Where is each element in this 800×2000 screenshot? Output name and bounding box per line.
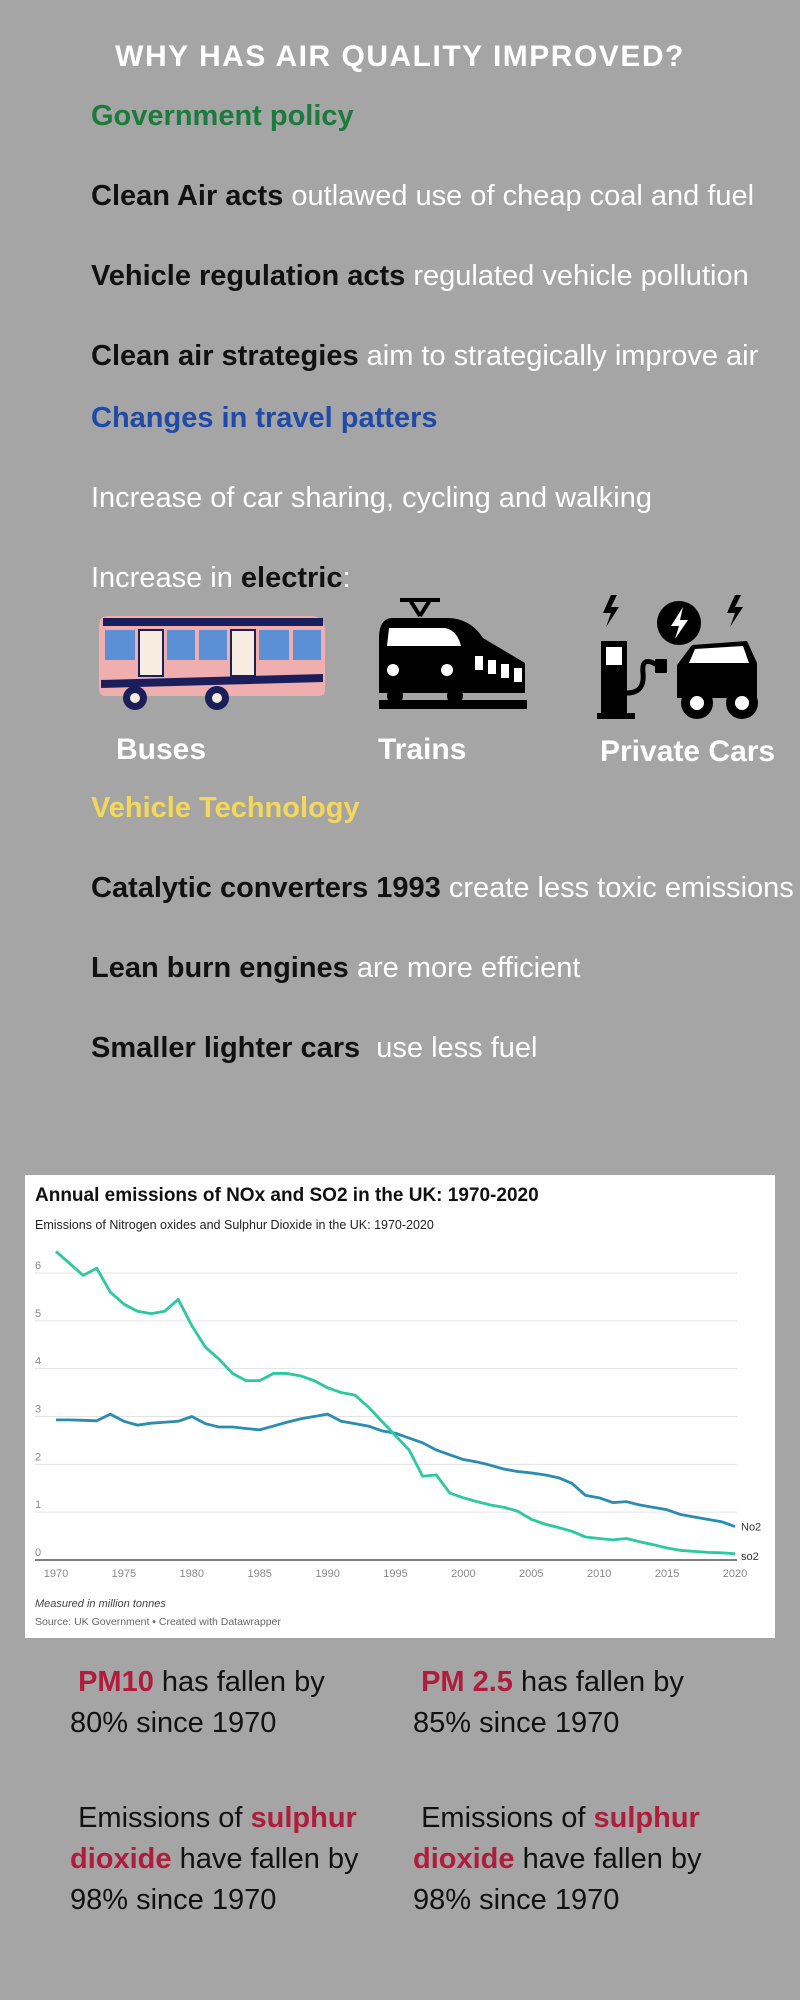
policy-item-bold: Clean Air acts [91,180,284,212]
x-tick-label: 1985 [247,1568,272,1580]
stat-pm25 [413,1662,733,1744]
x-tick-label: 1980 [179,1568,205,1580]
technology-item [91,1032,538,1065]
policy-item-text: regulated vehicle pollution [405,260,749,292]
x-tick-label: 2020 [722,1568,748,1580]
technology-item-bold: Lean burn engines [91,952,349,984]
policy-item-text: aim to strategically improve air [358,340,759,372]
stat-post: have fallen by 98% since 1970 [70,1843,359,1916]
y-tick-label: 6 [35,1260,42,1272]
travel-patterns-heading: Changes in travel patters [91,402,438,434]
y-tick-label: 1 [35,1499,42,1512]
technology-item-bold: Catalytic converters 1993 [91,872,441,904]
government-policy-heading: Government policy [91,100,354,132]
y-tick-label: 3 [35,1403,42,1416]
vehicle-label-private-cars: Private Cars [600,735,776,768]
series-line-no2 [56,1414,735,1526]
technology-item-text: are more efficient [348,952,581,984]
y-tick-label: 4 [35,1355,42,1368]
stat-post: has fallen by 80% since 1970 [70,1666,325,1739]
x-tick-label: 2000 [451,1568,476,1580]
technology-item-text: use less fuel [360,1032,538,1064]
technology-item [91,952,580,985]
bus-icon [95,608,330,713]
stat-pm10 [70,1662,390,1744]
chart-plot [25,1175,775,1638]
technology-item [91,872,794,905]
stat-highlight: sulphur dioxide [413,1802,700,1875]
vehicle-technology-heading: Vehicle Technology [91,792,360,824]
page-title: WHY HAS AIR QUALITY IMPROVED? [115,40,685,73]
vehicle-label-trains: Trains [378,733,467,766]
chart-subtitle: Emissions of Nitrogen oxides and Sulphur Dioxide in the UK: 1970-2020 [35,1218,434,1232]
x-tick-label: 2005 [519,1568,544,1580]
policy-item-bold: Vehicle regulation acts [91,260,406,292]
x-tick-label: 2015 [654,1568,680,1580]
technology-item-bold: Smaller lighter cars [91,1032,361,1064]
electric-suffix: : [342,562,351,594]
x-tick-label: 2010 [586,1568,612,1580]
x-tick-label: 1975 [111,1568,137,1580]
series-line-so2 [56,1251,735,1553]
ev-car-charging-icon [597,593,762,728]
stat-pre: Emissions of [421,1802,594,1834]
policy-item-text: outlawed use of cheap coal and fuel [283,180,755,212]
electric-bold: electric [240,562,343,594]
stat-highlight: PM 2.5 [421,1666,513,1698]
policy-item [91,180,754,213]
stat-sulphur-dioxide [413,1798,733,1921]
series-label: so2 [741,1550,759,1563]
train-icon [375,598,530,720]
stat-post: have fallen by 98% since 1970 [413,1843,702,1916]
y-tick-label: 0 [35,1547,42,1559]
chart-title: Annual emissions of NOx and SO2 in the UK: 1970-2020 [35,1185,539,1206]
chart-source: Source: UK Government • Created with Datawrapper [35,1616,281,1628]
policy-item [91,260,749,293]
electric-line [91,562,351,595]
y-tick-label: 2 [35,1451,42,1464]
policy-item [91,340,758,373]
chart-note: Measured in million tonnes [35,1598,166,1610]
stat-pre: Emissions of [78,1802,251,1834]
stat-highlight: PM10 [78,1666,154,1698]
electric-prefix: Increase in [91,562,241,594]
travel-sharing-text: Increase of car sharing, cycling and walking [91,482,652,514]
technology-item-text: create less toxic emissions [440,872,794,904]
policy-item-bold: Clean air strategies [91,340,359,372]
stat-post: has fallen by 85% since 1970 [413,1666,684,1739]
y-tick-label: 5 [35,1307,42,1320]
x-tick-label: 1995 [383,1568,408,1580]
series-label: No2 [741,1521,762,1534]
x-tick-label: 1990 [315,1568,340,1580]
x-tick-label: 1970 [43,1568,69,1580]
emissions-chart [25,1175,775,1638]
stat-sulphur-dioxide [70,1798,390,1921]
stat-highlight: sulphur dioxide [70,1802,357,1875]
vehicle-label-buses: Buses [116,733,207,766]
